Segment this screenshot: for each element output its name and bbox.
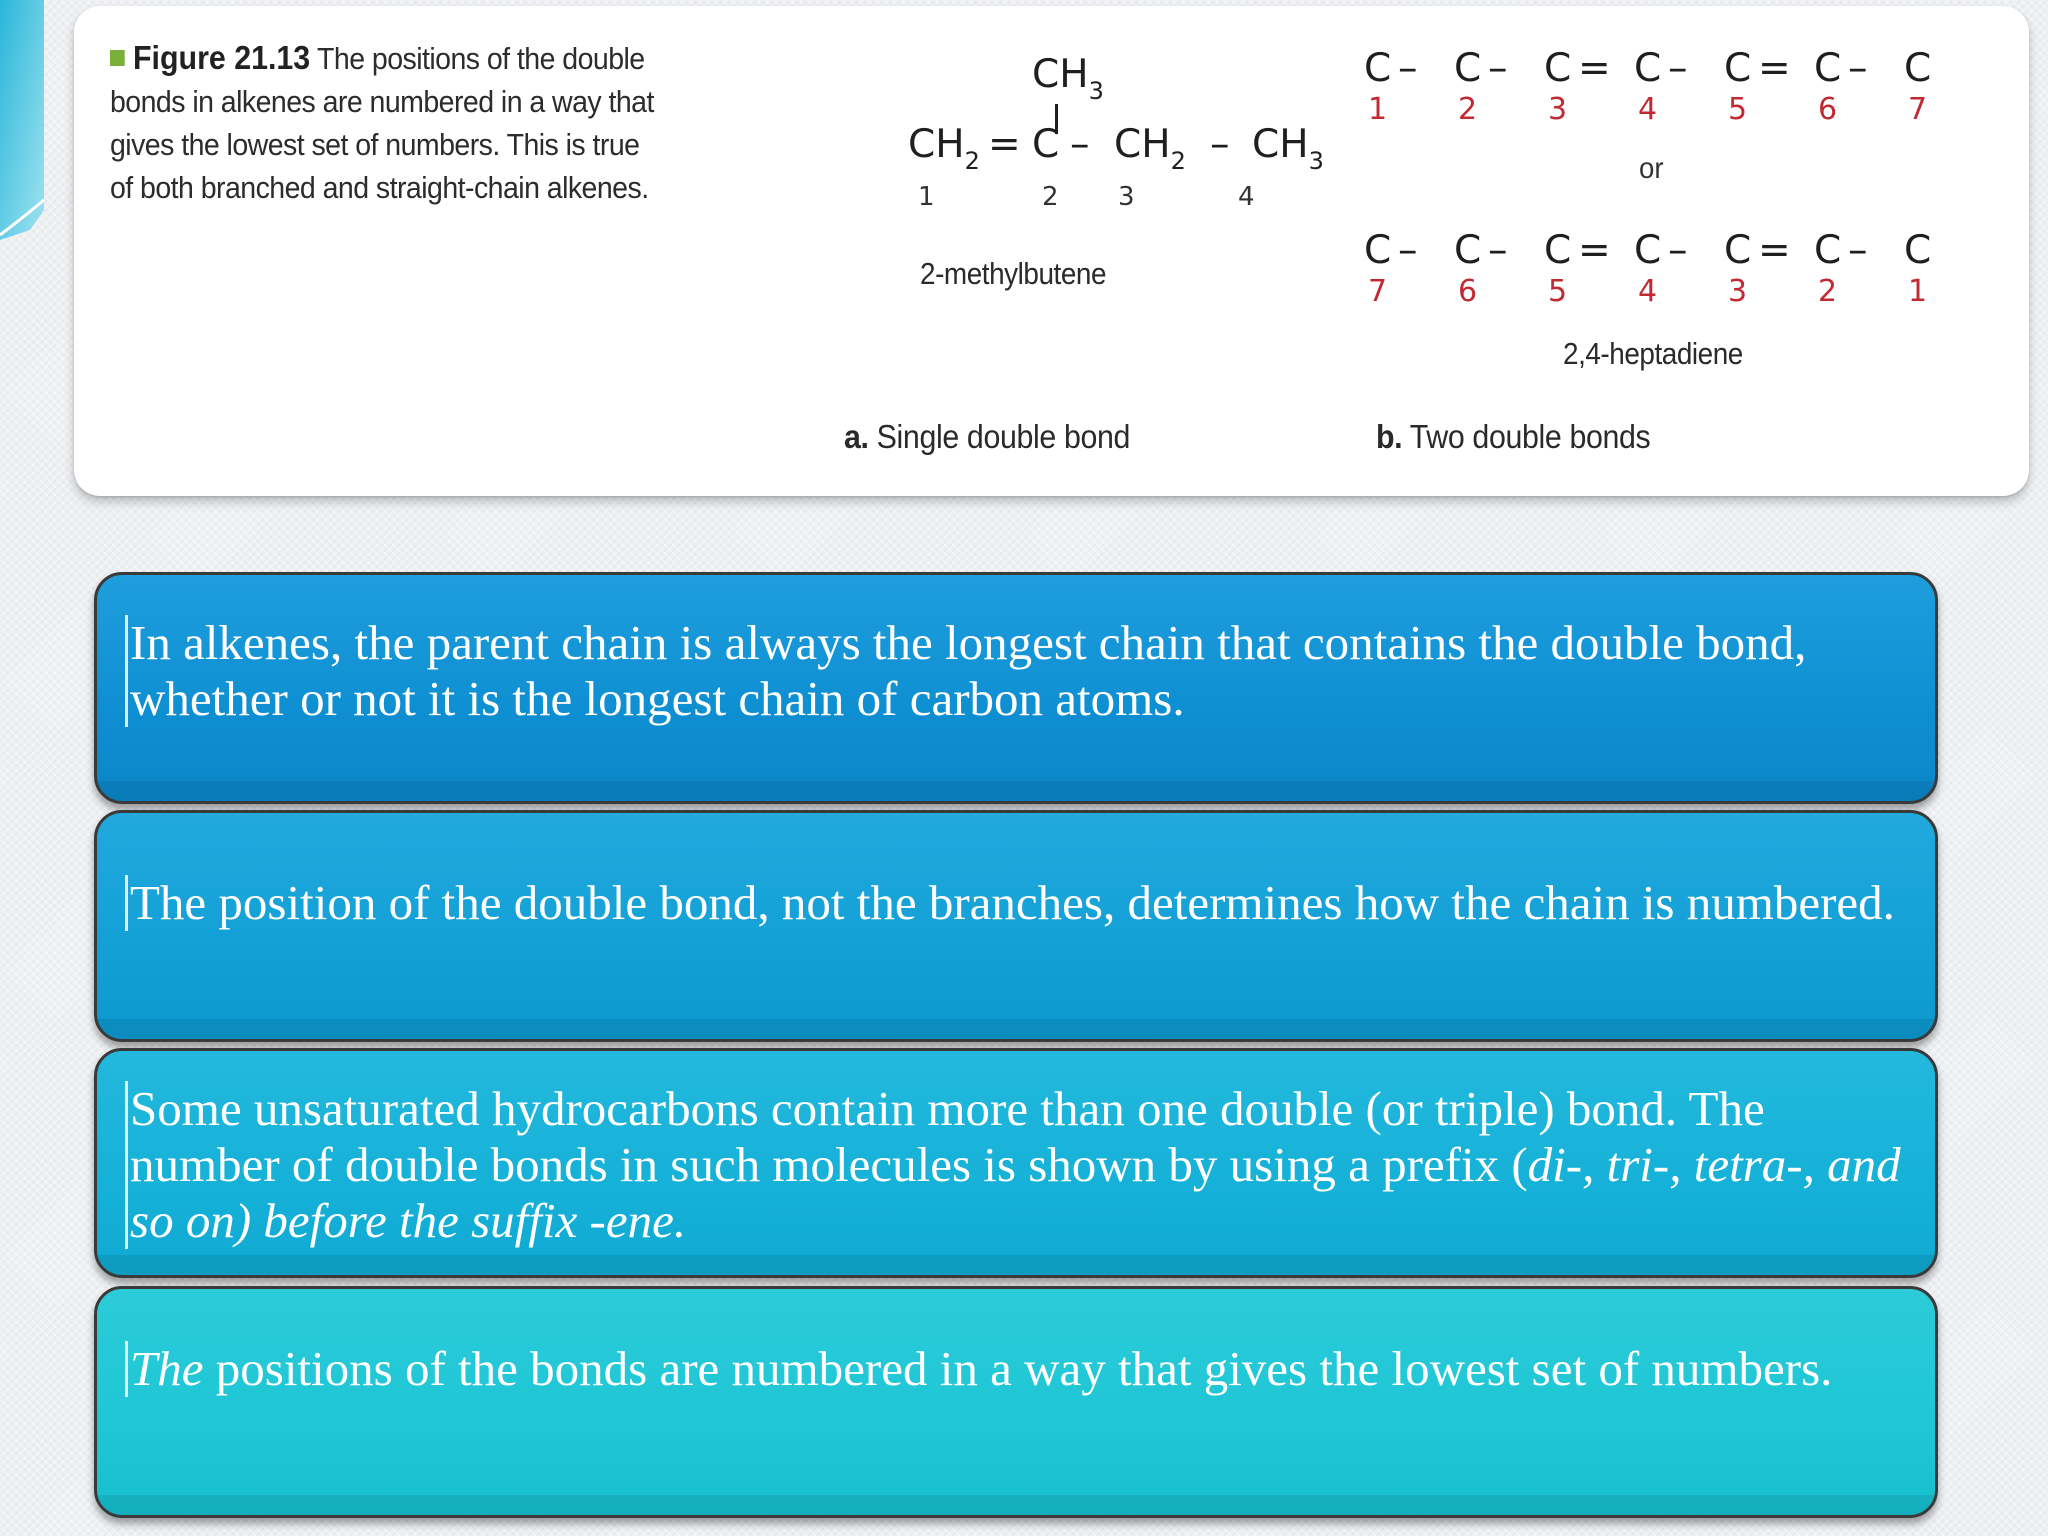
heptadiene-chain-forward bbox=[1364, 46, 2004, 136]
figure-panel bbox=[74, 6, 2029, 496]
double-bond-symbol: = bbox=[988, 122, 1021, 167]
figure-label: Figure 21.13 bbox=[133, 39, 311, 76]
caption-marker-icon bbox=[110, 50, 125, 66]
chain-bond: = bbox=[1578, 46, 1611, 91]
chain-atom: C bbox=[1814, 228, 1842, 273]
atom-c3: $CH_2$ bbox=[1114, 122, 1186, 175]
chain-bond: – bbox=[1488, 46, 1508, 91]
chain-number: 4 bbox=[1638, 274, 1658, 309]
chain-number: 6 bbox=[1818, 92, 1838, 127]
chain-atom: C bbox=[1634, 228, 1662, 273]
chain-number: 7 bbox=[1908, 92, 1928, 127]
heptadiene-chain-reverse bbox=[1364, 228, 2004, 318]
or-label: or bbox=[1639, 152, 1664, 185]
carbon-number: 3 bbox=[1118, 182, 1135, 212]
chain-bond: – bbox=[1668, 228, 1688, 273]
chain-bond: – bbox=[1848, 46, 1868, 91]
chain-bond: = bbox=[1758, 46, 1791, 91]
text-box-text: The position of the double bond, not the branches, determines how the chain is numbered. bbox=[125, 875, 1905, 931]
chain-atom: C bbox=[1454, 228, 1482, 273]
text-box-text: In alkenes, the parent chain is always the longest chain that contains the double bond, whether or not it is the longest chain of carbon atoms. bbox=[125, 615, 1905, 727]
chain-bond: – bbox=[1488, 228, 1508, 273]
single-bond-symbol: – bbox=[1210, 122, 1230, 167]
text-italic: di-, tri-, tetra-, and so on) before the suffix -ene. bbox=[130, 1137, 1901, 1248]
atom-c1: $CH_2$ bbox=[908, 122, 980, 175]
molecule-2-methylbutene bbox=[832, 46, 1392, 216]
carbon-number: 2 bbox=[1042, 182, 1059, 212]
chain-atom: C bbox=[1904, 46, 1932, 91]
text-box-numbering bbox=[94, 810, 1938, 1042]
text-plain: Some unsaturated hydrocarbons contain more than one double (or triple) bond. The number of double bonds in such molecules is shown by using a prefix ( bbox=[130, 1081, 1765, 1192]
chain-atom: C bbox=[1904, 228, 1932, 273]
chain-atom: C bbox=[1454, 46, 1482, 91]
chain-atom: C bbox=[1724, 228, 1752, 273]
chain-atom: C bbox=[1364, 228, 1392, 273]
chain-number: 5 bbox=[1728, 92, 1748, 127]
chain-bond: = bbox=[1758, 228, 1791, 273]
part-a-label: a. Single double bond bbox=[844, 418, 1131, 455]
chain-atom: C bbox=[1814, 46, 1842, 91]
methyl-branch: $CH_3$ bbox=[1032, 52, 1104, 105]
atom-c4: $CH_3$ bbox=[1252, 122, 1324, 175]
figure-caption bbox=[110, 36, 662, 209]
chain-number: 5 bbox=[1548, 274, 1568, 309]
chain-atom: C bbox=[1544, 228, 1572, 273]
chain-number: 6 bbox=[1458, 274, 1478, 309]
chain-atom: C bbox=[1634, 46, 1662, 91]
text-plain: positions of the bonds are numbered in a way that gives the lowest set of numbers. bbox=[203, 1341, 1833, 1396]
chain-number: 3 bbox=[1548, 92, 1568, 127]
chain-atom: C bbox=[1724, 46, 1752, 91]
chain-bond: – bbox=[1668, 46, 1688, 91]
chain-number: 2 bbox=[1458, 92, 1478, 127]
part-b-label: b. Two double bonds bbox=[1376, 418, 1651, 455]
chain-number: 2 bbox=[1818, 274, 1838, 309]
chain-bond: – bbox=[1398, 46, 1418, 91]
text-box-parent-chain bbox=[94, 572, 1938, 804]
chain-number: 3 bbox=[1728, 274, 1748, 309]
chain-number: 4 bbox=[1638, 92, 1658, 127]
chain-number: 7 bbox=[1368, 274, 1388, 309]
chain-atom: C bbox=[1544, 46, 1572, 91]
text-box-text bbox=[125, 1341, 1905, 1397]
text-italic: The bbox=[130, 1341, 204, 1396]
chain-bond: – bbox=[1398, 228, 1418, 273]
text-box-lowest-numbers bbox=[94, 1286, 1938, 1518]
chain-number: 1 bbox=[1368, 92, 1388, 127]
single-bond-symbol: – bbox=[1070, 122, 1090, 167]
text-box-text bbox=[125, 1081, 1905, 1249]
chain-bond: = bbox=[1578, 228, 1611, 273]
compound-name-a: 2-methylbutene bbox=[920, 256, 1107, 291]
text-box-multiple-bonds bbox=[94, 1048, 1938, 1278]
corner-decoration bbox=[0, 0, 52, 280]
compound-name-b: 2,4-heptadiene bbox=[1563, 336, 1743, 371]
carbon-number: 4 bbox=[1238, 182, 1255, 212]
chain-atom: C bbox=[1364, 46, 1392, 91]
carbon-number: 1 bbox=[918, 182, 935, 212]
figure-caption-text: The positions of the double bonds in alkenes are numbered in a way that gives the lowest set of numbers. This is true of both branched and straight-chain alkenes. bbox=[110, 41, 654, 205]
chain-number: 1 bbox=[1908, 274, 1928, 309]
chain-bond: – bbox=[1848, 228, 1868, 273]
atom-c2: C bbox=[1032, 122, 1060, 167]
